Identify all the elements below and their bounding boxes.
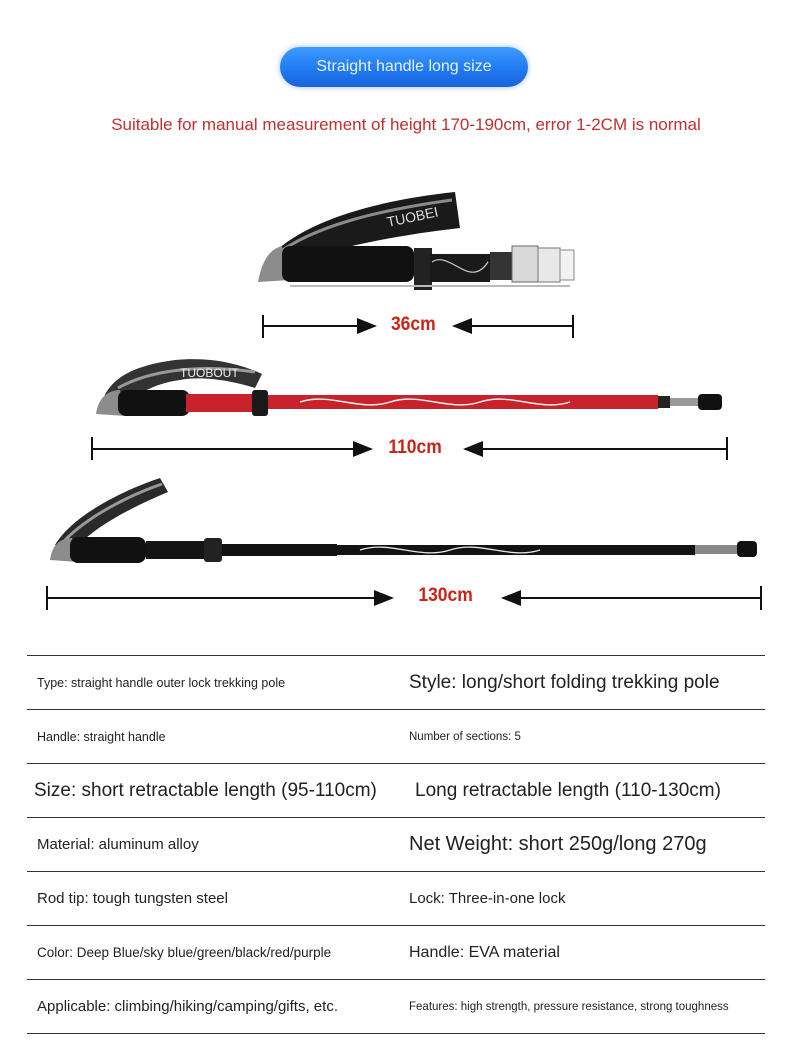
spec-size-short: Size: short retractable length (95-110cm) bbox=[34, 779, 377, 801]
spec-row bbox=[27, 655, 765, 709]
spec-row bbox=[27, 763, 765, 817]
dimension-130cm bbox=[47, 586, 761, 610]
spec-row bbox=[27, 709, 765, 763]
spec-row bbox=[27, 925, 765, 979]
spec-table bbox=[27, 655, 765, 1034]
strap-brand-text: TUOBOUT bbox=[180, 366, 239, 380]
red-pole-image bbox=[96, 359, 722, 416]
spec-features: Features: high strength, pressure resistance, strong toughness bbox=[409, 1000, 729, 1013]
spec-handle-material: Handle: EVA material bbox=[409, 943, 560, 961]
spec-rod-tip: Rod tip: tough tungsten steel bbox=[37, 890, 228, 907]
spec-size-long: Long retractable length (110-130cm) bbox=[415, 779, 721, 801]
black-pole-image bbox=[50, 478, 757, 563]
spec-applicable: Applicable: climbing/hiking/camping/gifts, etc. bbox=[37, 998, 338, 1015]
spec-style: Style: long/short folding trekking pole bbox=[409, 671, 720, 693]
length-label-36cm: 36cm bbox=[390, 314, 436, 335]
spec-material: Material: aluminum alloy bbox=[37, 836, 199, 853]
length-label-130cm: 130cm bbox=[418, 585, 473, 606]
strap-brand-text: TUOBEI bbox=[385, 203, 440, 230]
spec-lock: Lock: Three-in-one lock bbox=[409, 890, 566, 907]
folded-pole-image bbox=[258, 192, 574, 290]
spec-row bbox=[27, 817, 765, 871]
size-badge: Straight handle long size bbox=[280, 47, 528, 87]
height-note: Suitable for manual measurement of height 170-190cm, error 1-2CM is normal bbox=[111, 115, 701, 134]
length-label-110cm: 110cm bbox=[388, 437, 442, 458]
spec-color: Color: Deep Blue/sky blue/green/black/red/purple bbox=[37, 945, 332, 960]
spec-row bbox=[27, 979, 765, 1034]
spec-row bbox=[27, 871, 765, 925]
spec-weight: Net Weight: short 250g/long 270g bbox=[409, 833, 707, 855]
spec-type: Type: straight handle outer lock trekking pole bbox=[37, 675, 286, 690]
spec-sections: Number of sections: 5 bbox=[409, 730, 521, 743]
spec-handle: Handle: straight handle bbox=[37, 729, 166, 744]
